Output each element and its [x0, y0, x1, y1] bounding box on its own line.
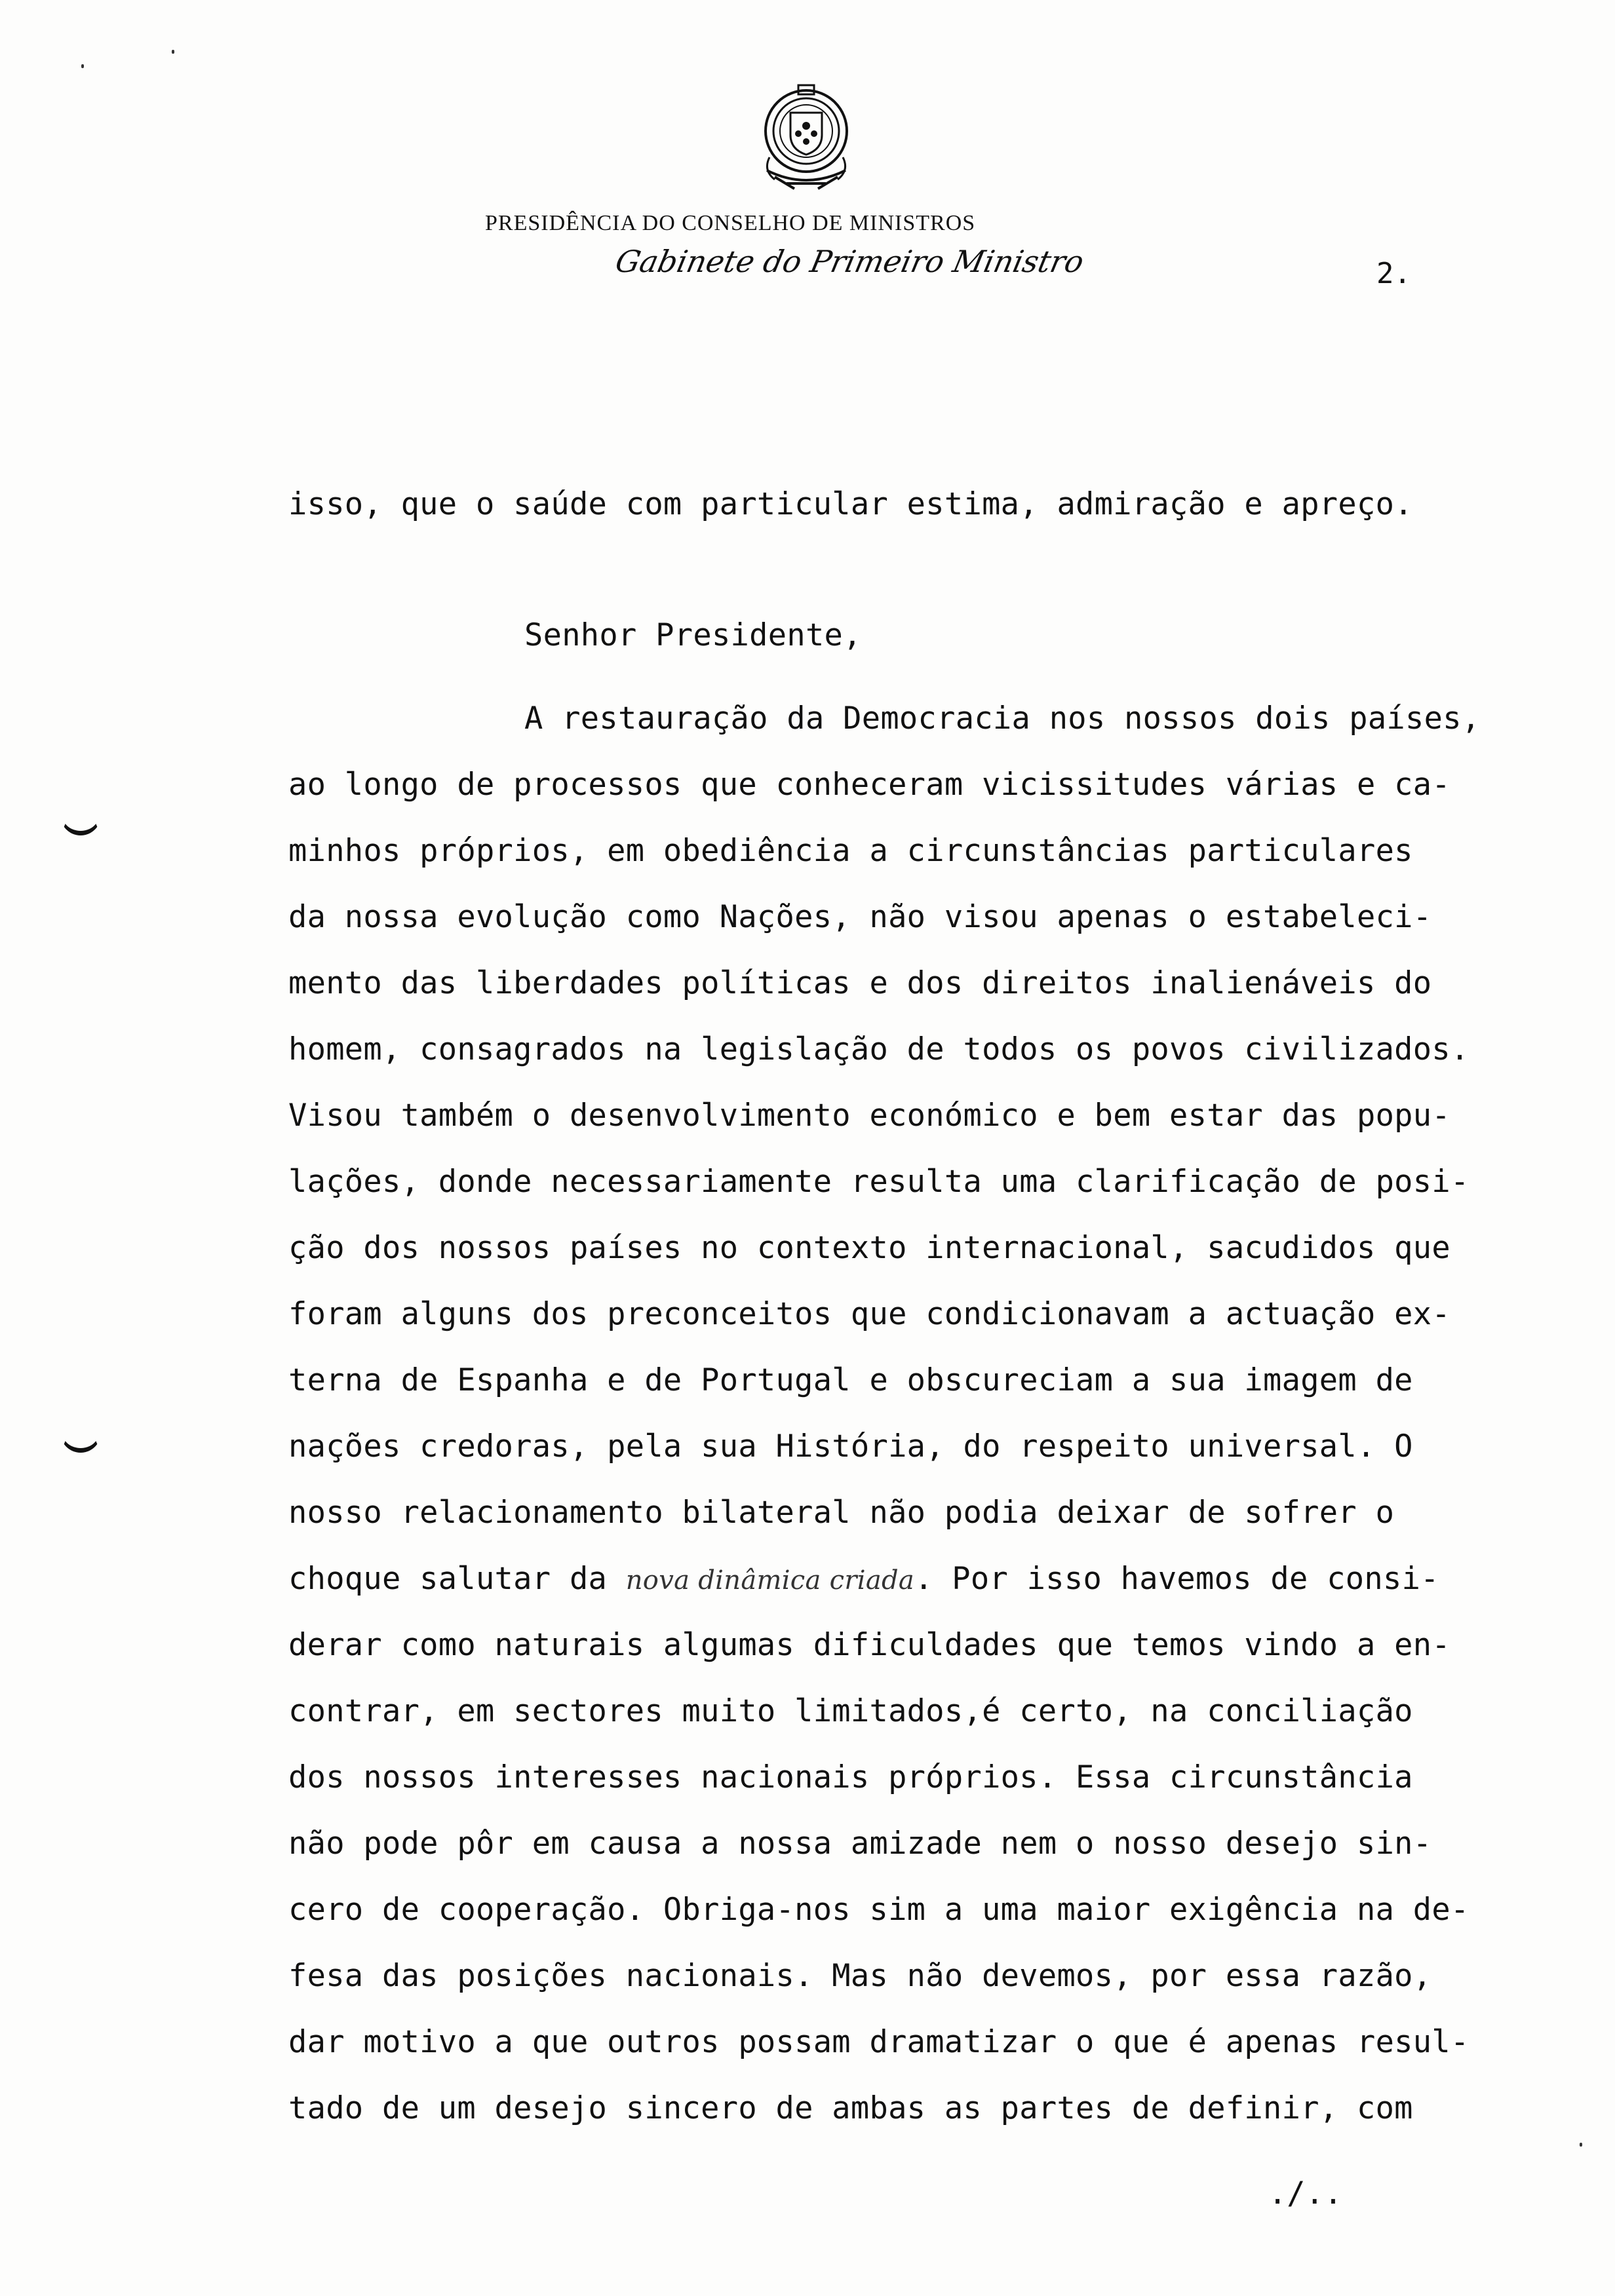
continuation-mark: ./.. [1268, 2175, 1343, 2211]
text-line: Visou também o desenvolvimento económico e bem estar das popu- [288, 1098, 1450, 1134]
text-line: ao longo de processos que conheceram vicissitudes várias e ca- [288, 767, 1450, 803]
text-line: tado de um desejo sincero de ambas as partes de definir, com [288, 2090, 1413, 2126]
portuguese-coat-of-arms-icon [741, 79, 872, 203]
text-line-with-insert [288, 1559, 1439, 1600]
text-line-head: choque salutar da [288, 1561, 608, 1597]
text-line: A restauração da Democracia nos nossos dois países, [524, 700, 1481, 737]
text-line: homem, consagrados na legislação de todos os povos civilizados. [288, 1031, 1469, 1067]
text-line: dar motivo a que outros possam dramatizar o que é apenas resul- [288, 2024, 1469, 2060]
institution-name: PRESIDÊNCIA DO CONSELHO DE MINISTROS [485, 211, 976, 235]
text-line: terna de Espanha e de Portugal e obscureciam a sua imagem de [288, 1362, 1413, 1398]
text-line: nosso relacionamento bilateral não podia deixar de sofrer o [288, 1495, 1395, 1531]
page-number: 2. [1376, 257, 1411, 290]
text-line: cero de cooperação. Obriga-nos sim a uma maior exigência na de- [288, 1892, 1469, 1928]
punch-hole-mark [60, 811, 101, 835]
paper-speck [81, 64, 84, 68]
inserted-phrase: nova dinâmica criada [625, 1565, 915, 1596]
text-line: lações, donde necessariamente resulta uma clarificação de posi- [288, 1164, 1469, 1200]
text-line-tail: . Por isso havemos de consi- [914, 1561, 1439, 1597]
text-line: derar como naturais algumas dificuldades que temos vindo a en- [288, 1627, 1450, 1663]
text-line: minhos próprios, em obediência a circunstâncias particulares [288, 833, 1413, 869]
text-line: da nossa evolução como Nações, não visou apenas o estabeleci- [288, 899, 1432, 935]
office-name: Gabinete do Primeiro Ministro [612, 244, 1087, 279]
text-line: nações credoras, pela sua História, do respeito universal. O [288, 1428, 1413, 1464]
text-line: fesa das posições nacionais. Mas não devemos, por essa razão, [288, 1958, 1432, 1994]
text-line: contrar, em sectores muito limitados,é certo, na conciliação [288, 1693, 1413, 1729]
text-line: não pode pôr em causa a nossa amizade nem o nosso desejo sin- [288, 1826, 1432, 1862]
punch-hole-mark [60, 1428, 101, 1453]
salutation: Senhor Presidente, [524, 617, 862, 653]
paper-speck [172, 50, 174, 54]
paper-speck [1580, 2143, 1582, 2147]
text-line: mento das liberdades políticas e dos direitos inalienáveis do [288, 965, 1432, 1001]
text-line: ção dos nossos países no contexto internacional, sacudidos que [288, 1230, 1450, 1266]
text-line: foram alguns dos preconceitos que condicionavam a actuação ex- [288, 1296, 1450, 1332]
text-line: isso, que o saúde com particular estima, admiração e apreço. [288, 486, 1413, 522]
text-line: dos nossos interesses nacionais próprios. Essa circunstância [288, 1759, 1413, 1795]
